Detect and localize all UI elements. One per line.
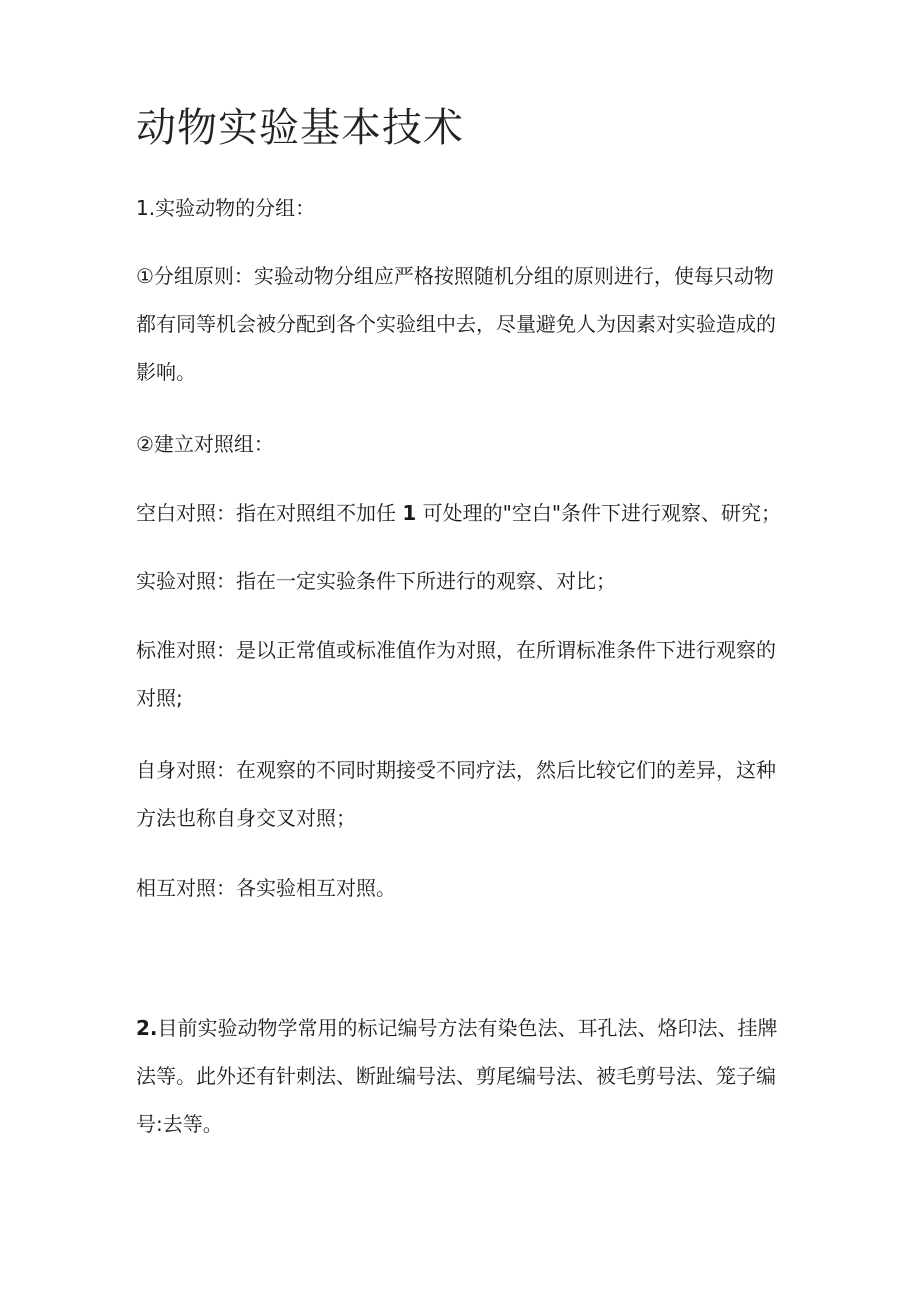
paragraph-line: 都有同等机会被分配到各个实验组中去，尽量避免人为因素对实验造成的 <box>136 312 776 336</box>
paragraph-line: 号:去等。 <box>136 1112 223 1136</box>
blank-control-text-before: 空白对照：指在对照组不加任 <box>136 501 396 525</box>
standard-control-paragraph <box>136 626 791 722</box>
blank-control-text-after: 可处理的"空白"条件下进行观察、研究； <box>422 501 782 525</box>
self-control-paragraph <box>136 746 791 842</box>
paragraph-line: ①分组原则：实验动物分组应严格按照随机分组的原则进行，使每只动物 <box>136 264 774 288</box>
experimental-control-paragraph: 实验对照：指在一定实验条件下所进行的观察、对比； <box>136 569 616 593</box>
section-2-paragraph <box>136 1004 791 1148</box>
control-group-heading: ②建立对照组： <box>136 432 274 456</box>
paragraph-line: 标准对照：是以正常值或标准值作为对照，在所谓标准条件下进行观察的 <box>136 638 776 662</box>
section-2-line-1: 目前实验动物学常用的标记编号方法有染色法、耳孔法、烙印法、挂牌 <box>157 1016 778 1040</box>
paragraph-line: 影响。 <box>136 360 196 384</box>
blank-control-paragraph <box>136 489 791 537</box>
mutual-control-paragraph: 相互对照：各实验相互对照。 <box>136 876 396 900</box>
section-2-number: 2. <box>136 1016 158 1040</box>
grouping-principle-paragraph <box>136 252 791 396</box>
paragraph-line: 自身对照：在观察的不同时期接受不同疗法，然后比较它们的差异，这种 <box>136 758 776 782</box>
paragraph-line <box>136 1004 791 1052</box>
blank-control-bold-number: 1 <box>402 501 417 525</box>
paragraph-line: 方法也称自身交叉对照； <box>136 806 356 830</box>
paragraph-line: 对照; <box>136 686 183 710</box>
paragraph-line: 法等。此外还有针刺法、断趾编号法、剪尾编号法、被毛剪号法、笼子编 <box>136 1064 776 1088</box>
section-1-heading: 1.实验动物的分组： <box>136 196 316 220</box>
document-title: 动物实验基本技术 <box>136 105 464 151</box>
